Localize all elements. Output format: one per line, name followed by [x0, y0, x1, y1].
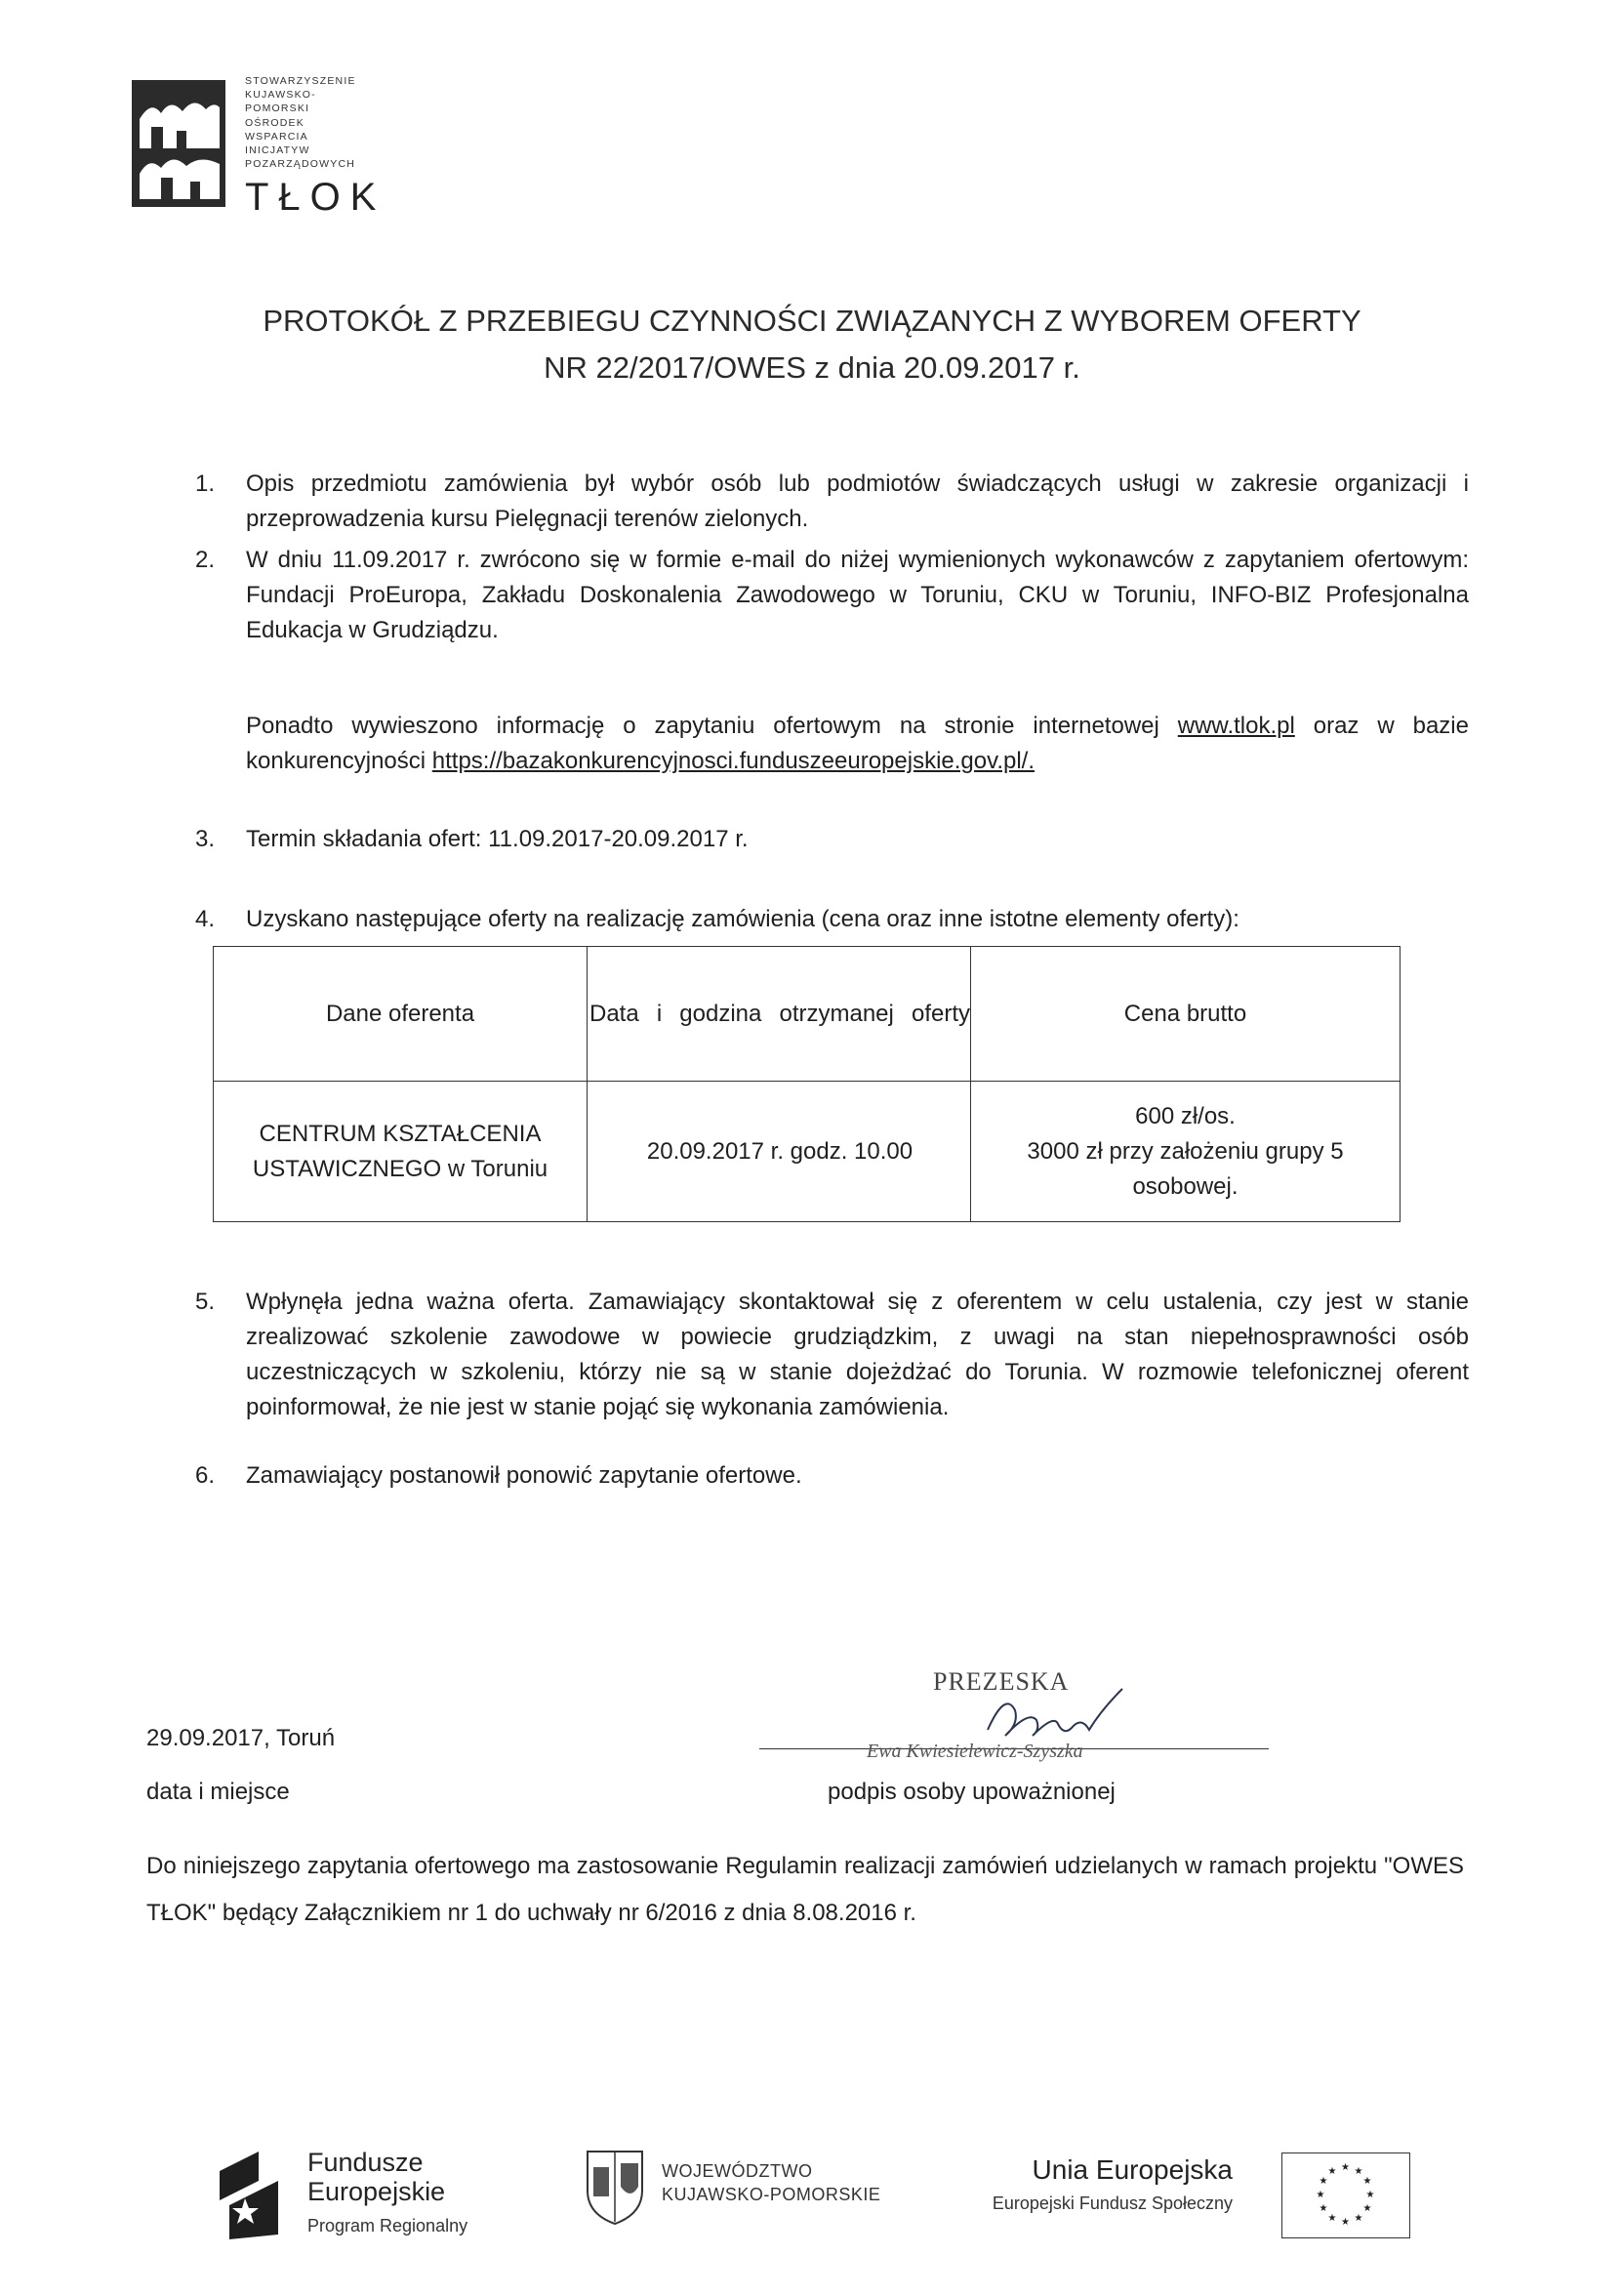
unia-europejska-logo — [961, 2152, 1410, 2231]
offer-date: 20.09.2017 r. godz. 10.00 — [588, 1082, 971, 1222]
regulation-footnote: Do niniejszego zapytania ofertowego ma zastosowanie Regulamin realizacji zamówień udzielanych w ramach projektu "OWES TŁOK" będący Załącznikiem nr 1 do uchwały nr 6/2016 z dnia 8.08.2016 r. — [146, 1853, 1464, 1926]
svg-text:★: ★ — [1341, 2162, 1350, 2173]
list-item — [195, 902, 1469, 937]
offer-price-line: 3000 zł przy założeniu grupy 5 osobowej. — [1027, 1137, 1344, 1200]
list-item-number: 4. — [195, 906, 216, 932]
brand-name: TŁOK — [245, 176, 386, 219]
website-link[interactable]: www.tlok.pl — [1177, 713, 1295, 739]
list-item — [195, 543, 1469, 648]
organization-name-lines — [245, 74, 356, 171]
title-line-1: PROTOKÓŁ Z PRZEBIEGU CZYNNOŚCI ZWIĄZANYCH Z WYBOREM OFERTY — [263, 304, 1361, 338]
list-item — [195, 822, 1469, 857]
list-item-text: Termin składania ofert: 11.09.2017-20.09.2017 r. — [246, 826, 749, 852]
list-item-number: 5. — [195, 1289, 216, 1315]
fe-line-3: Program Regionalny — [307, 2216, 468, 2235]
list-item-text: W dniu 11.09.2017 r. zwrócono się w formie e-mail do niżej wymienionych wykonawców z zapytaniem ofertowym: Fundacji ProEuropa, Zakładu Doskonalenia Zawodowego w Toruniu, CKU w Toruniu, INFO-BIZ Profesjonalna Edukacja w Grudziądzu. — [246, 547, 1469, 643]
signatory-name-stamp: Ewa Kwiesielewicz-Szyszka — [867, 1741, 1083, 1762]
org-line: WSPARCIA — [245, 130, 308, 143]
signatory-role-stamp: PREZESKA — [933, 1667, 1070, 1696]
ue-line-1: Unia Europejska — [1032, 2154, 1233, 2185]
list-item-text: Zamawiający postanowił ponowić zapytanie ofertowe. — [246, 1462, 802, 1489]
list-item — [195, 467, 1469, 537]
svg-text:★: ★ — [1362, 2203, 1372, 2214]
table-header: Dane oferenta — [214, 947, 588, 1082]
svg-text:★: ★ — [1354, 2213, 1363, 2224]
table-row — [214, 1082, 1401, 1222]
list-item-number: 6. — [195, 1462, 216, 1489]
paragraph-text: oraz w bazie konkurencyjności — [246, 713, 1469, 774]
ue-line-2: Europejski Fundusz Społeczny — [992, 2194, 1233, 2213]
place-and-date-caption: data i miejsce — [146, 1779, 290, 1805]
table-header: Cena brutto — [971, 947, 1401, 1082]
list-item — [195, 1285, 1469, 1425]
eu-stars-icon — [1282, 2153, 1408, 2236]
announcement-paragraph — [246, 709, 1469, 779]
coat-of-arms-icon — [584, 2148, 646, 2226]
org-line: INICJATYW — [245, 144, 310, 157]
list-item-text: Opis przedmiotu zamówienia był wybór osób lub podmiotów świadczących usługi w zakresie organizacji i przeprowadzenia kursu Pielęgnacji terenów zielonych. — [246, 471, 1469, 532]
signature-caption: podpis osoby upoważnionej — [828, 1779, 1116, 1805]
paragraph-text: Ponadto wywieszono informację o zapytaniu ofertowym na stronie internetowej — [246, 713, 1178, 739]
place-and-date: 29.09.2017, Toruń — [146, 1725, 336, 1751]
org-line: OŚRODEK — [245, 116, 304, 129]
fe-line-2: Europejskie — [307, 2177, 446, 2206]
svg-text:★: ★ — [1316, 2190, 1325, 2200]
fundusze-europejskie-icon — [220, 2152, 288, 2239]
svg-text:★: ★ — [1327, 2213, 1337, 2224]
organization-logo — [132, 70, 395, 226]
list-item-number: 1. — [195, 471, 216, 497]
title-line-2: NR 22/2017/OWES z dnia 20.09.2017 r. — [544, 350, 1080, 385]
list-item-text: Uzyskano następujące oferty na realizację zamówienia (cena oraz inne istotne elementy oferty): — [246, 906, 1239, 932]
org-line: POZARZĄDOWYCH — [245, 158, 356, 171]
offer-company: CENTRUM KSZTAŁCENIA USTAWICZNEGO w Toruniu — [214, 1082, 588, 1222]
svg-text:★: ★ — [1365, 2190, 1375, 2200]
table-header-row — [214, 947, 1401, 1082]
svg-text:★: ★ — [1319, 2203, 1328, 2214]
list-item-text: Wpłynęła jedna ważna oferta. Zamawiający skontaktował się z oferentem w celu ustalenia, czy jest w stanie zrealizować szkolenie zawodowe w powiecie grudziądzkim, z uwagi na stan niepełnosprawności osób uczestniczących w szkoleniu, którzy nie są w stanie dojeżdżać do Torunia. W rozmowie telefonicznej oferent poinformował, że nie jest w stanie pojąć się wykonania zamówienia. — [246, 1289, 1469, 1420]
org-line: KUJAWSKO- — [245, 89, 316, 102]
svg-text:★: ★ — [1319, 2176, 1328, 2187]
list-item-number: 3. — [195, 826, 216, 852]
org-line: POMORSKI — [245, 102, 310, 115]
database-link[interactable]: https://bazakonkurencyjnosci.funduszeeuropejskie.gov.pl/. — [431, 748, 1035, 774]
wkp-line-1: WOJEWÓDZTWO — [662, 2161, 813, 2181]
list-item — [195, 1458, 1469, 1494]
fe-line-1: Fundusze — [307, 2148, 424, 2177]
svg-text:★: ★ — [1341, 2217, 1350, 2228]
document-title — [0, 298, 1624, 391]
list-item-number: 2. — [195, 547, 216, 573]
table-header: Data i godzina otrzymanej oferty — [588, 947, 971, 1082]
eu-flag-icon — [1281, 2152, 1410, 2238]
handwritten-signature-icon — [976, 1681, 1132, 1749]
svg-text:★: ★ — [1354, 2166, 1363, 2177]
wkp-line-2: KUJAWSKO-POMORSKIE — [662, 2185, 881, 2204]
fundusze-europejskie-logo — [220, 2148, 542, 2255]
org-line: STOWARZYSZENIE — [245, 75, 356, 87]
offer-price-line: 600 zł/os. — [1135, 1102, 1236, 1129]
svg-text:★: ★ — [1327, 2166, 1337, 2177]
wojewodztwo-logo — [584, 2148, 906, 2235]
tlok-logo-icon — [132, 80, 225, 207]
offers-table — [213, 946, 1401, 1222]
svg-text:★: ★ — [1362, 2176, 1372, 2187]
offer-price — [971, 1082, 1401, 1222]
